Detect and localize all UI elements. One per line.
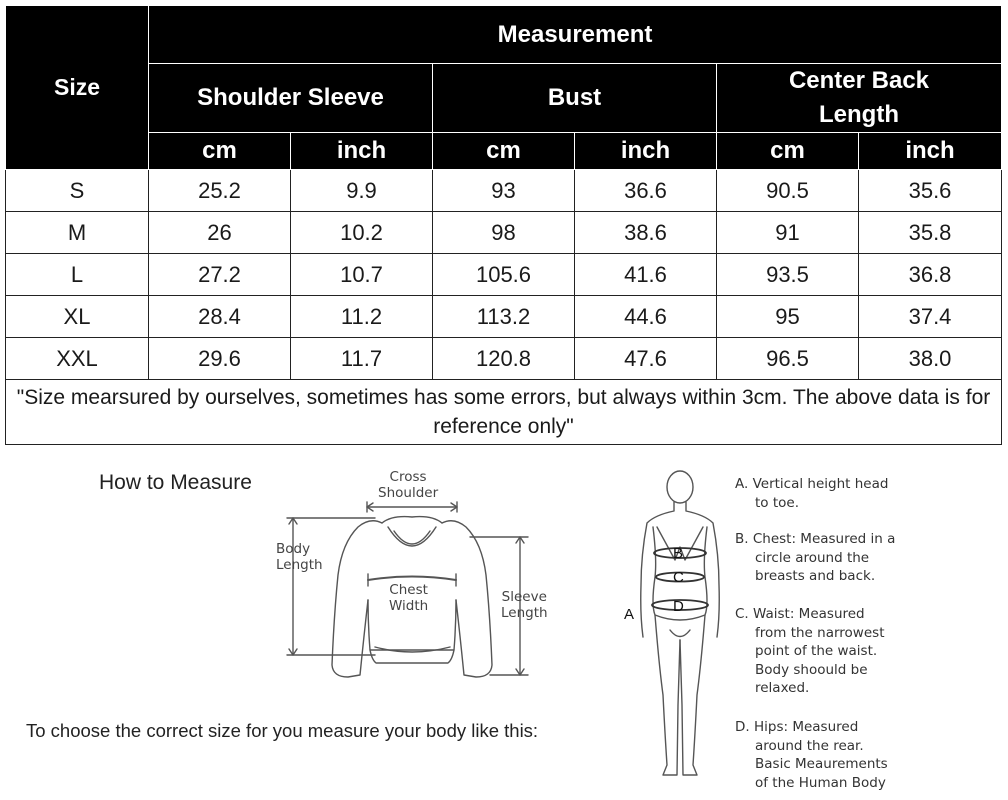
legend-item-c: C. Waist: Measured from the narrowest point of the waist. Body shoould be relaxed. bbox=[735, 606, 885, 696]
measurement-header: Measurement bbox=[149, 6, 1002, 64]
legend-item-a: A. Vertical height head to toe. bbox=[735, 476, 889, 511]
table-row bbox=[6, 212, 1002, 254]
unit-header: inch bbox=[575, 133, 717, 170]
measurement-cell: 26 bbox=[149, 212, 291, 254]
bust-header: Bust bbox=[433, 64, 717, 133]
size-cell: M bbox=[6, 212, 149, 254]
measurement-cell: 36.6 bbox=[575, 170, 717, 212]
unit-header: inch bbox=[859, 133, 1002, 170]
measurement-cell: 98 bbox=[433, 212, 575, 254]
measurement-cell: 11.2 bbox=[291, 296, 433, 338]
unit-header: cm bbox=[433, 133, 575, 170]
chest-width-label: Chest Width bbox=[389, 582, 429, 614]
unit-header: inch bbox=[291, 133, 433, 170]
choose-size-text: To choose the correct size for you measure your body like this: bbox=[26, 720, 539, 741]
measurement-cell: 10.7 bbox=[291, 254, 433, 296]
size-cell: XXL bbox=[6, 338, 149, 380]
measurement-cell: 38.6 bbox=[575, 212, 717, 254]
measurement-cell: 105.6 bbox=[433, 254, 575, 296]
measurement-cell: 38.0 bbox=[859, 338, 1002, 380]
measurement-cell: 93.5 bbox=[717, 254, 859, 296]
measurement-cell: 44.6 bbox=[575, 296, 717, 338]
measurement-cell: 113.2 bbox=[433, 296, 575, 338]
measurement-cell: 91 bbox=[717, 212, 859, 254]
body-outline-diagram bbox=[615, 465, 730, 785]
size-cell: S bbox=[6, 170, 149, 212]
size-cell: L bbox=[6, 254, 149, 296]
table-row bbox=[6, 254, 1002, 296]
measurement-cell: 36.8 bbox=[859, 254, 1002, 296]
size-note: "Size mearsured by ourselves, sometimes has some errors, but always within 3cm. The above data is for reference only" bbox=[6, 380, 1002, 445]
sleeve-length-label: Sleeve Length bbox=[501, 589, 548, 621]
size-cell: XL bbox=[6, 296, 149, 338]
measurement-cell: 29.6 bbox=[149, 338, 291, 380]
measurement-cell: 35.6 bbox=[859, 170, 1002, 212]
legend-item-b: B. Chest: Measured in a circle around the breasts and back. bbox=[735, 531, 896, 584]
body-length-label: Body Length bbox=[276, 541, 323, 573]
size-chart-table bbox=[5, 5, 1002, 445]
measurement-cell: 9.9 bbox=[291, 170, 433, 212]
unit-header: cm bbox=[717, 133, 859, 170]
measurement-cell: 41.6 bbox=[575, 254, 717, 296]
measurement-cell: 90.5 bbox=[717, 170, 859, 212]
measurement-cell: 35.8 bbox=[859, 212, 1002, 254]
measurement-cell: 120.8 bbox=[433, 338, 575, 380]
table-row bbox=[6, 296, 1002, 338]
measurement-cell: 95 bbox=[717, 296, 859, 338]
how-to-measure-title: How to Measure bbox=[99, 471, 252, 494]
size-header: Size bbox=[6, 6, 149, 170]
shoulder-sleeve-header: Shoulder Sleeve bbox=[149, 64, 433, 133]
table-body bbox=[6, 170, 1002, 380]
measurement-cell: 47.6 bbox=[575, 338, 717, 380]
measurement-cell: 11.7 bbox=[291, 338, 433, 380]
measurement-cell: 28.4 bbox=[149, 296, 291, 338]
cross-shoulder-label: Cross Shoulder bbox=[378, 469, 439, 501]
marker-a: A bbox=[624, 606, 635, 623]
measurement-cell: 10.2 bbox=[291, 212, 433, 254]
legend-item-d: D. Hips: Measured around the rear. Basic Meaurements of the Human Body bbox=[735, 719, 888, 791]
measurement-cell: 93 bbox=[433, 170, 575, 212]
measurement-cell: 96.5 bbox=[717, 338, 859, 380]
center-back-length-header: Center Back Length bbox=[717, 64, 1002, 133]
measurement-cell: 27.2 bbox=[149, 254, 291, 296]
table-row bbox=[6, 170, 1002, 212]
unit-header: cm bbox=[149, 133, 291, 170]
measurement-cell: 25.2 bbox=[149, 170, 291, 212]
marker-c: C bbox=[673, 569, 684, 586]
measurement-cell: 37.4 bbox=[859, 296, 1002, 338]
marker-d: D bbox=[673, 598, 684, 615]
marker-b: B bbox=[673, 545, 684, 562]
table-row bbox=[6, 338, 1002, 380]
